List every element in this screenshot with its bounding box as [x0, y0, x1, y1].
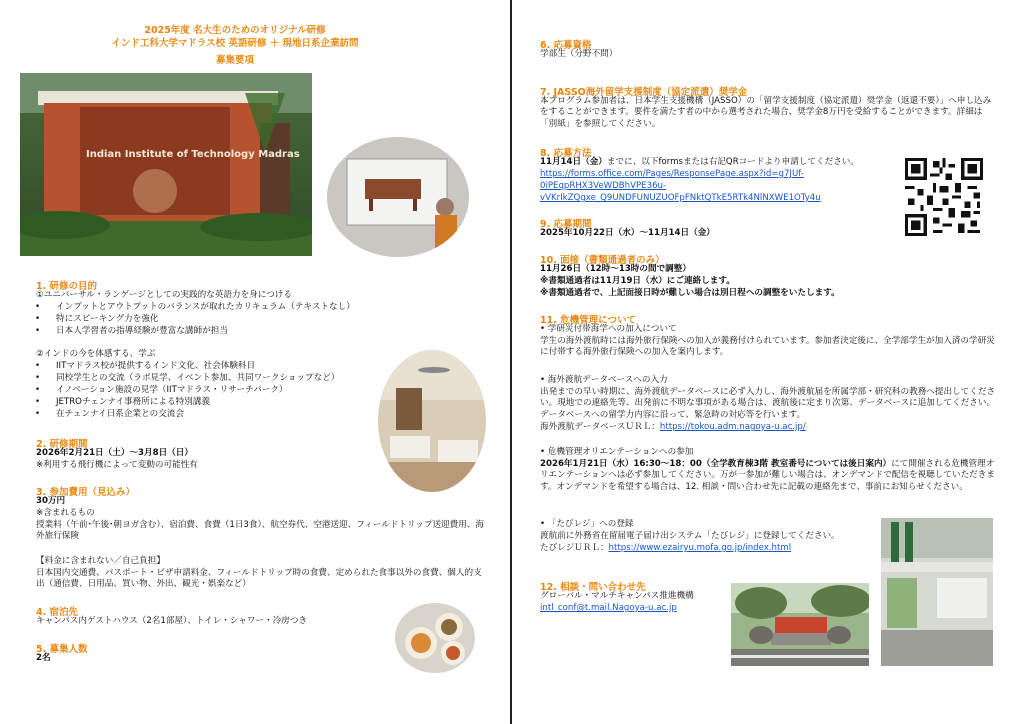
s8-deadline: 11月14日（金）	[540, 157, 607, 167]
s11-b4-text: 渡航前に外務省在留届電子届け出システム「たびレジ」に登録してください。	[540, 531, 840, 541]
campus-building-photo	[881, 518, 993, 666]
s4-text: キャンパス内ゲストハウス（2名1部屋）、トイレ・シャワー・冷房つき	[36, 616, 308, 626]
application-qr-code[interactable]	[905, 158, 983, 236]
s1-bullet1-3: • 日本人学習者の指導経験が豊富な講師が担当	[56, 326, 228, 337]
s11-b3-title: • 危機管理オリエンテーションへの参加	[540, 447, 694, 457]
left-page	[0, 0, 510, 724]
section-8-heading: 8. 応募方法	[540, 148, 592, 159]
s10-line-1: 11月26日（12時～13時の間で調整）	[540, 264, 691, 274]
s11-b3-text	[540, 459, 998, 493]
section-9-heading: 9. 応募期間	[540, 219, 592, 230]
section-5-heading: 5. 募集人数	[36, 644, 88, 655]
s12-org: グローバル・マルチキャンパス推進機構	[540, 591, 694, 601]
s1-bullet2-4: • JETROチェンナイ事務所による特別講義	[56, 397, 210, 408]
campus-sign-photo	[20, 73, 312, 256]
section-6-heading: 6. 応募資格	[540, 40, 592, 51]
s10-line-2: ※書類通過者は11月19日（水）にご連絡します。	[540, 276, 735, 286]
s3-included-label: ※含まれるもの	[36, 508, 95, 518]
s3-price: 30万円	[36, 496, 66, 506]
forms-link-line-1[interactable]: https://forms.office.com/Pages/ResponsePage.aspx?id=g7JUf-	[540, 169, 804, 179]
classroom-illustration	[327, 137, 469, 257]
s10-line-3: ※書類通過者で、上記面接日時が難しい場合は別日程への調整をいたします。	[540, 288, 840, 298]
s3-excluded-label: 【料金に含まれない／自己負担】	[36, 556, 165, 566]
section-4-heading: 4. 宿泊先	[36, 607, 79, 618]
s8-text	[540, 157, 859, 168]
s11-b4-link-label: たびレジＵＲＬ：	[540, 543, 609, 553]
contact-email-link[interactable]: intl_conf@t.mail.Nagoya-u.ac.jp	[540, 603, 677, 613]
tokou-db-link[interactable]: https://tokou.adm.nagoya-u.ac.jp/	[659, 422, 806, 432]
title-line-2: インド工科大学マドラス校 英語研修 ＋ 現地日系企業訪問	[111, 38, 359, 49]
section-1-heading: 1. 研修の目的	[36, 281, 98, 292]
elephant-illustration	[731, 583, 869, 666]
s3-included: 授業料（午前･午後･朝ヨガ含む）、宿泊費、食費（1日3食）、航空券代、空港送迎、フィールドトリップ送迎費用、海外旅行保険	[36, 520, 485, 542]
title-line-1: 2025年度 名大生のためのオリジナル研修	[144, 25, 326, 36]
right-page	[513, 0, 1024, 724]
s11-b1-title: • 学研災付帯海学への加入について	[540, 324, 677, 334]
s1-bullet2-1: • IITマドラス校が提供するインド文化、社会体験科目	[56, 361, 255, 372]
s6-text: 学部生（分野不問）	[540, 49, 618, 59]
section-2-heading: 2. 研修期間	[36, 439, 88, 450]
page-divider	[510, 0, 512, 724]
qr-code-icon	[905, 158, 983, 236]
title-line-3: 募集要項	[215, 55, 254, 66]
s1-bullet2-3: • イノベーション施設の見学（IITマドラス・リサーチパーク）	[56, 385, 288, 396]
s11-b4-title: • 「たびレジ」への登録	[540, 519, 634, 529]
s1-bullet1-2: • 特にスピーキング力を強化	[56, 314, 159, 325]
meal-illustration	[395, 603, 475, 673]
s11-b2-link-row	[540, 422, 806, 433]
tabireg-link[interactable]: https://www.ezairyu.mofa.go.jp/index.html	[608, 543, 792, 553]
campus-sign-text: Indian Institute of Technology Madras	[86, 149, 300, 160]
s11-b3-body: にて開催される危機管理オリエンテーションへは必ず参加してください。万が一参加が難しい場合は、オンデマンドで配信を視聴していただきます。オンデマンドを希望する場合は、12. 相談・問い合わせ先に記載の連絡先まで、事前にお知らせください。	[540, 459, 995, 492]
s1-sub1: ①ユニバーサル・ランゲージとしての実践的な英語力を身につける	[36, 290, 292, 300]
s11-b2-text: 出発までの早い時期に、海外渡航データベースに必ず入力し、海外渡航届を所属学部・研究科の教務へ提出してください。現地での連絡先等、出発前に不明な事項がある場合は、渡航後に定まり次第、データベースに追加してください。データベースへの留学力内容に沿って、緊急時の対応等を行います。	[540, 387, 996, 420]
campus-sign-illustration	[20, 73, 312, 256]
section-3-heading: 3. 参加費用（見込み）	[36, 487, 136, 498]
section-7-heading: 7. JASSO海外留学支援制度（協定派遣）奨学金	[540, 87, 748, 98]
s1-bullet2-5: • 在チェンナイ日系企業との交流会	[56, 409, 184, 420]
s8-instruction: までに、以下formsまたは右記QRコードより申請してください。	[606, 157, 859, 167]
s9-text: 2025年10月22日（水）～11月14日（金）	[540, 228, 715, 238]
s1-bullet1-1: • インプットとアウトプットのバランスが取れたカリキュラム（テキストなし）	[56, 302, 355, 313]
s2-note: ※利用する飛行機によって変動の可能性有	[36, 460, 198, 470]
classroom-photo	[327, 137, 469, 257]
forms-link-line-3[interactable]: vVKrIkZQgxe_Q9UNDFUNUZUOFpFNktQTkE5RTk4NlNXWE1OTy4u	[540, 193, 821, 203]
s11-b2-link-label: 海外渡航データベースＵＲＬ：	[540, 422, 660, 432]
s11-b3-datetime: 2026年1月21日（水）16:30～18：00（全学教育棟3階 教室番号については後日案内）	[540, 459, 892, 469]
s7-text: 本プログラム参加者は、日本学生支援機構（JASSO）の「留学支援制度（協定派遣）奨学金（返還不要）」へ申し込みをすることができます。要件を満たす者の中から選考された場合、奨学金8万円を受給することができます。詳細は「別紙」を参照してください。	[540, 96, 992, 129]
guesthouse-room-photo	[378, 350, 486, 492]
building-illustration	[881, 518, 993, 666]
s11-b4-link-row	[540, 543, 791, 554]
s11-b2-title: • 海外渡航データベースへの入力	[540, 375, 668, 385]
section-11-heading: 11. 危機管理について	[540, 315, 636, 326]
elephant-statue-photo	[731, 583, 869, 666]
s3-excluded: 日本国内交通費、パスポート・ビザ申請料金、フィールドトリップ時の食費、定められた食事以外の食費、個人的支出（通信費、日用品、買い物、外出、観光・娯楽など）	[36, 568, 482, 590]
forms-link-line-2[interactable]: 0iPEqpRHX3VeWDBhVPE36u-	[540, 181, 667, 191]
s2-date: 2026年2月21日（土）～3月8日（日）	[36, 448, 193, 458]
s11-b1-text: 学生の海外渡航時には海外旅行保険への加入が義務付けられています。参加者決定後に、全学部学生が加入済の学研災に付帯する海外旅行保険への加入を案内します。	[540, 336, 995, 358]
section-12-heading: 12. 相談・問い合わせ先	[540, 582, 646, 593]
s5-text: 2名	[36, 653, 51, 663]
s1-bullet2-2: • 同校学生との交流（ラボ見学、イベント参加、共同ワークショップなど）	[56, 373, 339, 384]
section-10-heading: 10. 面接（書類通過者のみ）	[540, 255, 665, 266]
room-illustration	[378, 350, 486, 492]
s1-sub2: ②インドの今を体感する、学ぶ	[36, 349, 156, 359]
meal-photo	[395, 603, 475, 673]
